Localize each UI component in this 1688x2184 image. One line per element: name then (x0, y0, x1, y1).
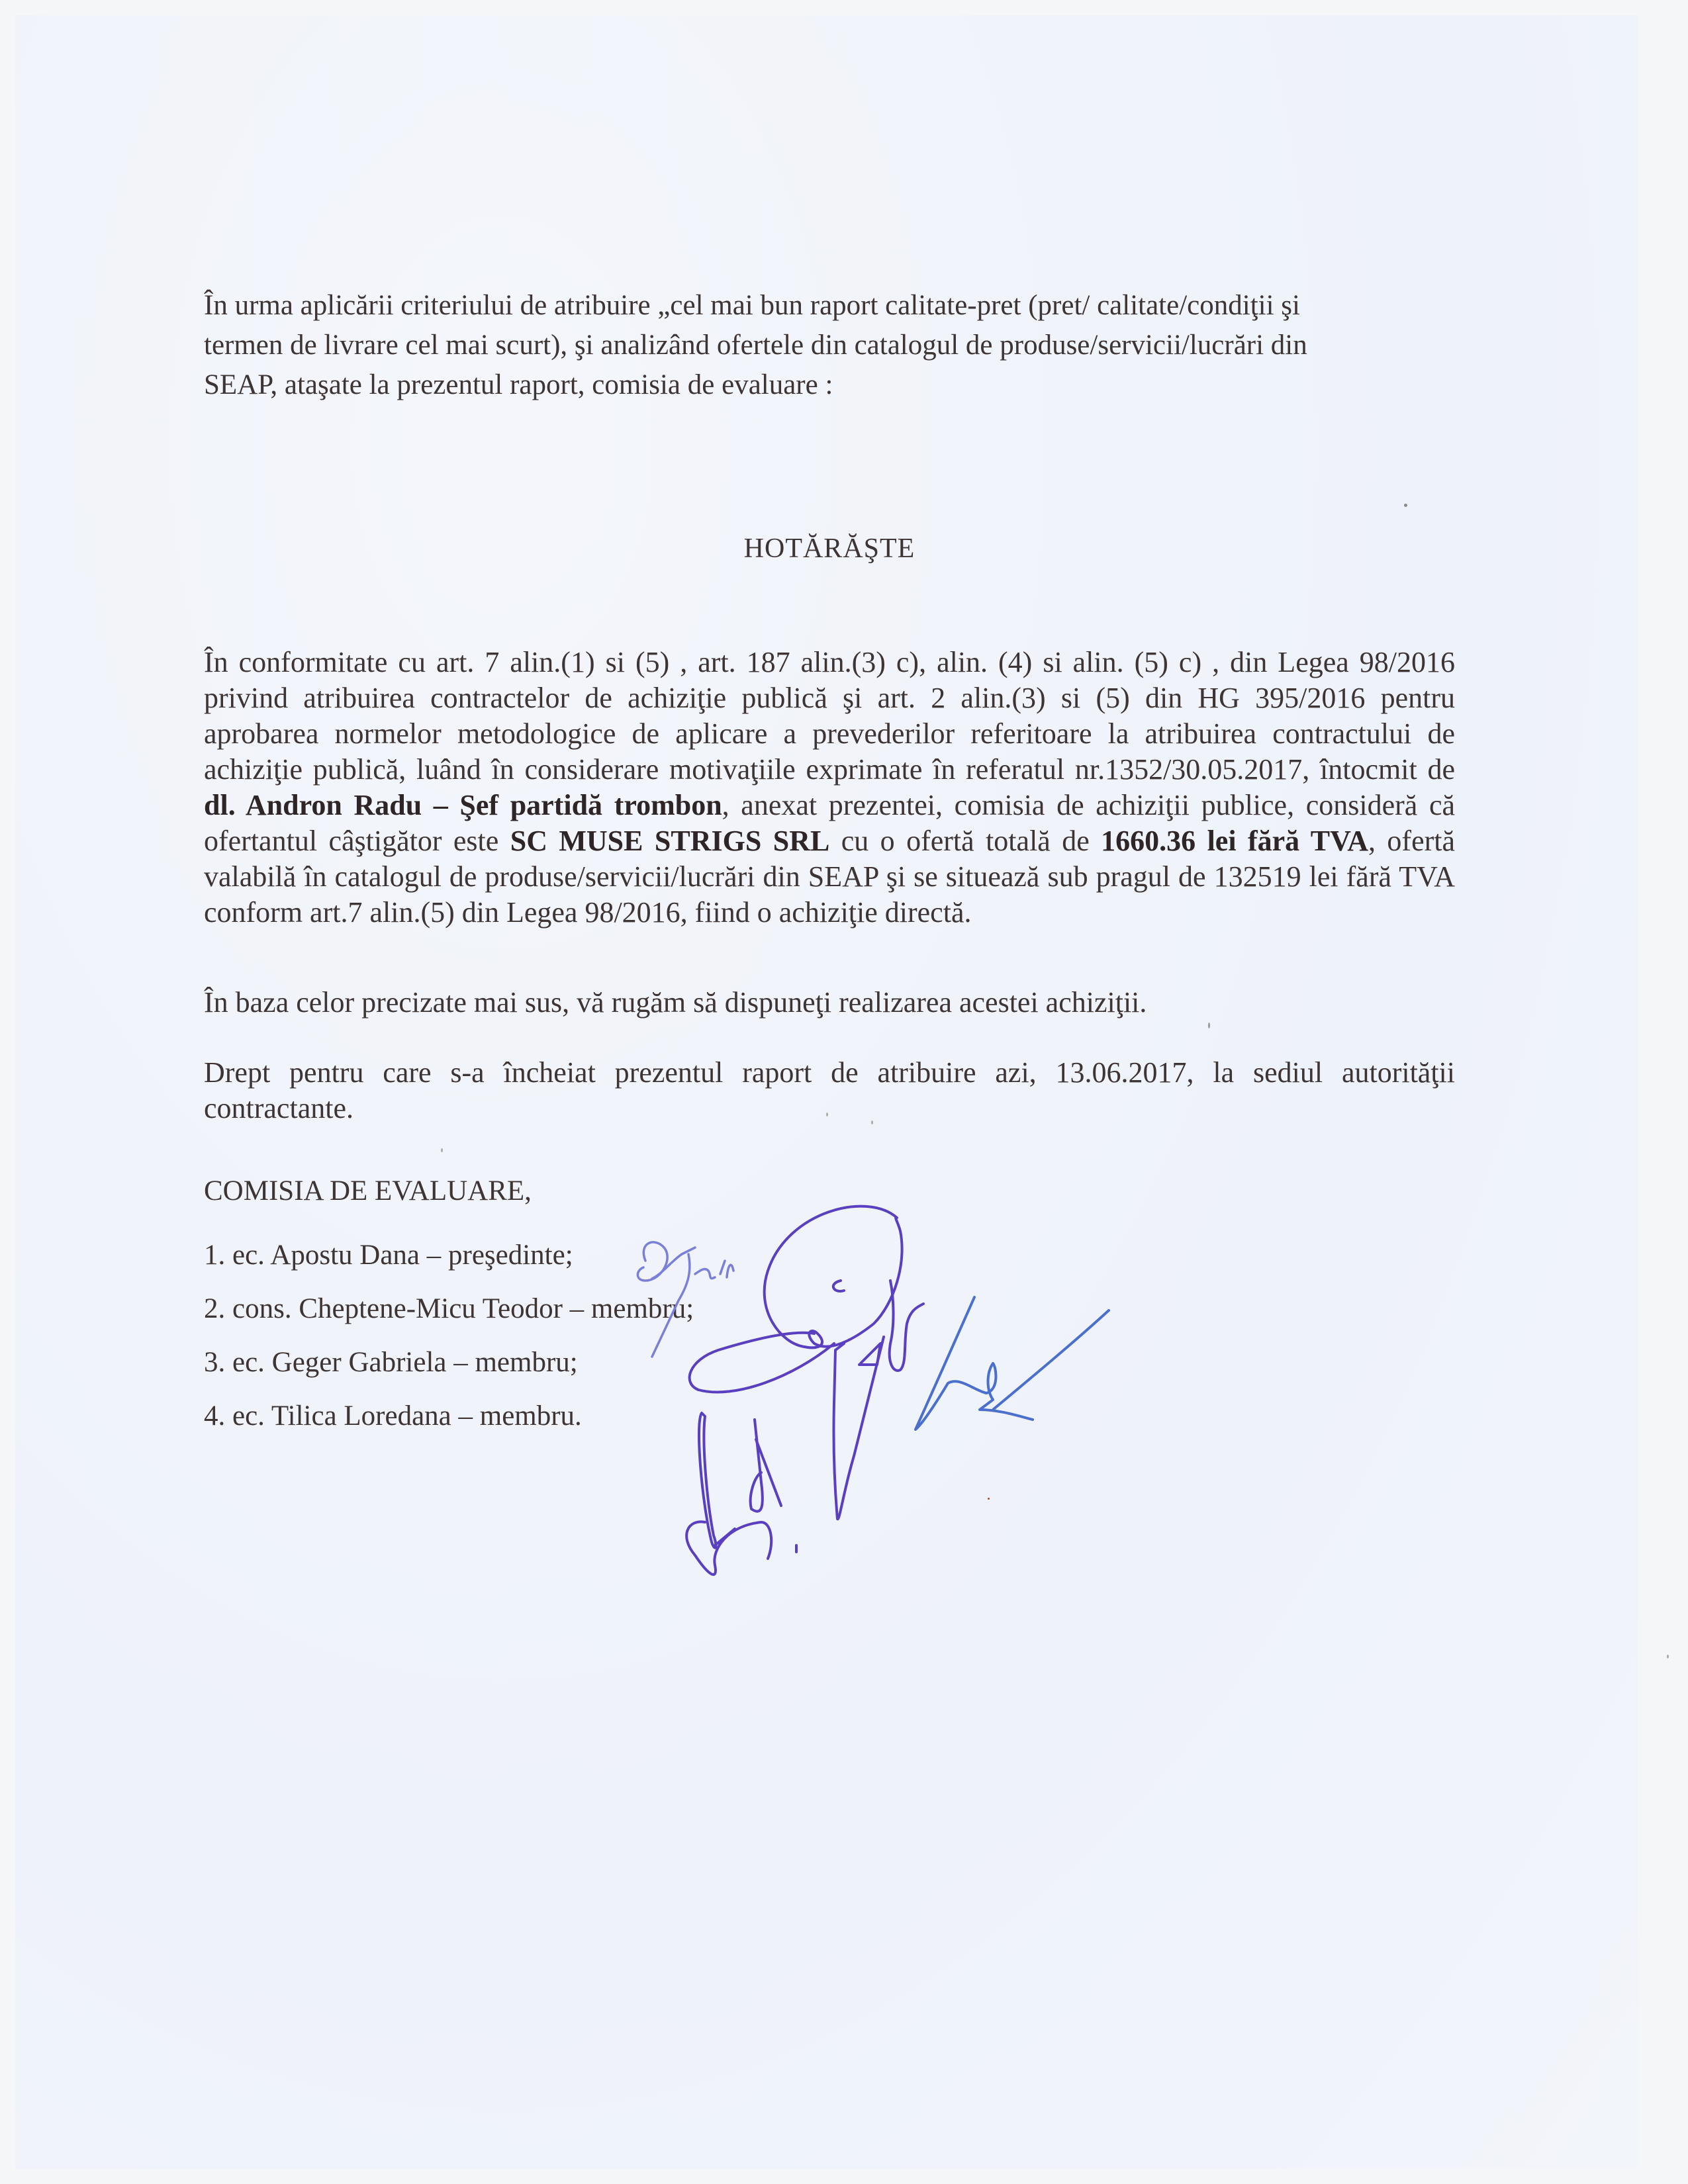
intro-line-2: termen de livrare cel mai scurt), şi analizând ofertele din catalogul de produse/servicii/lucrări din (204, 330, 1307, 361)
closing-paragraph: Drept pentru care s-a încheiat prezentul raport de atribuire azi, 13.06.2017, la sediul autorităţii contractante. (204, 1056, 1455, 1124)
scan-speck (441, 1148, 443, 1152)
member-item: 3. ec. Geger Gabriela – membru; (204, 1347, 578, 1378)
decision-heading: HOTĂRĂŞTE (743, 533, 915, 564)
commission-members-list (204, 1238, 694, 1452)
scan-speck (826, 1113, 828, 1116)
decision-text-3: cu o ofertă totală de (829, 825, 1102, 857)
scan-speck (1667, 1655, 1669, 1659)
scan-speck (1208, 1023, 1210, 1028)
member-item: 2. cons. Cheptene-Micu Teodor – membru; (204, 1293, 694, 1324)
scan-speck (988, 1498, 990, 1500)
request-paragraph: În baza celor precizate mai sus, vă rugăm să dispuneţi realizarea acestei achiziţii. (204, 986, 1147, 1019)
scan-speck (871, 1120, 873, 1124)
decision-text-2: , anexat prezentei, comisia de achiziţii publice, consideră că ofertantul câştigător este (204, 789, 1455, 857)
intro-line-3: SEAP, ataşate la prezentul raport, comisia de evaluare : (204, 369, 833, 400)
decision-text-1: În conformitate cu art. 7 alin.(1) si (5) , art. 187 alin.(3) c), alin. (4) si alin. (5) c) , din Legea 98/2016 privind atribuirea contractelor de achiziţie publică şi art. 2 alin.(3) si (5) din HG 395/2016 pentru aprobarea normelor metodologice de aplicare a prevederilor referitoare la atribuirea contractului de achiziţie publică, luând în considerare motivaţiile exprimate în referatul nr.1352/30.05.2017, întocmit de (204, 646, 1455, 786)
decision-text-4: , ofertă valabilă în catalogul de produse/servicii/lucrări din SEAP şi se situează sub pragul de 132519 lei fără TVA conform art.7 alin.(5) din Legea 98/2016, fiind o achiziţie directă. (204, 825, 1455, 929)
intro-line-1: În urma aplicării criteriului de atribuire „cel mai bun raport calitate-pret (pret/ calitate/condiţii şi (204, 290, 1300, 321)
member-item: 1. ec. Apostu Dana – preşedinte; (204, 1240, 573, 1271)
referent-author: dl. Andron Radu – Şef partidă trombon (204, 789, 722, 821)
member-item: 4. ec. Tilica Loredana – membru. (204, 1400, 582, 1432)
offer-amount: 1660.36 lei fără TVA (1101, 825, 1368, 857)
intro-paragraph (204, 286, 1455, 405)
commission-title: COMISIA DE EVALUARE, (204, 1175, 532, 1206)
winning-bidder: SC MUSE STRIGS SRL (510, 825, 830, 857)
decision-paragraph (204, 645, 1455, 931)
scan-speck (1404, 504, 1407, 507)
